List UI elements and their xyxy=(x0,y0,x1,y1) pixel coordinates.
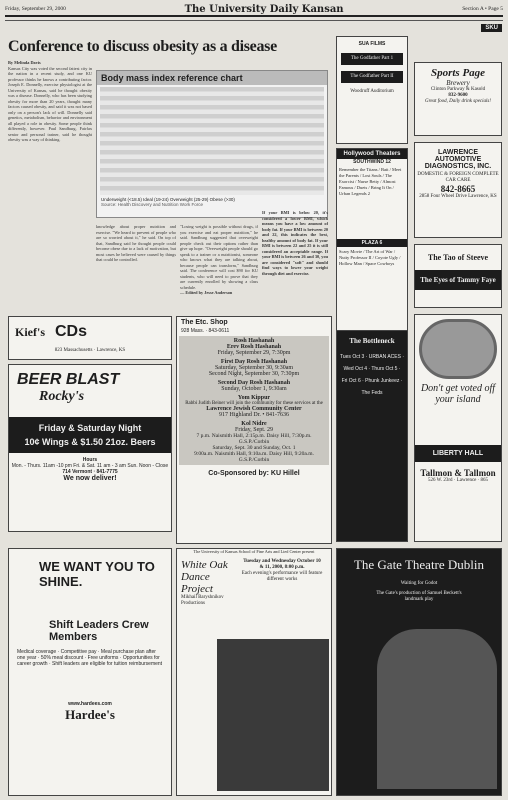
hillel-line: Second Day Rosh Hashanah xyxy=(217,380,291,386)
hillel-line: Kol Nidre xyxy=(241,421,267,427)
auto-phone: 842-8665 xyxy=(440,184,476,194)
rockys-ad[interactable] xyxy=(8,364,172,532)
etc-shop-title: The Etc. Shop xyxy=(181,319,228,326)
hillel-line: 9:00a.m. Naismith Hall, 9:10a.m. Daisy Hill, 9:20a.m. G.S.P./Corbin xyxy=(194,451,314,463)
article-body-right xyxy=(180,224,258,308)
hillel-line: Erev Rosh Hashanah xyxy=(226,344,282,350)
hillel-line: 7 p.m. Naismith Hall, 2:15p.m. Daisy Hill, 7:30p.m. G.S.P./Corbin xyxy=(196,433,312,445)
rockys-address: 714 Vermont · 841-7775 xyxy=(62,469,118,475)
rockys-name: Rocky's xyxy=(39,389,85,404)
chart-title: Body mass index reference chart xyxy=(97,71,327,85)
actor-photo xyxy=(377,629,497,789)
white-oak-dates: Tuesday and Wednesday October 10 & 11, 2000, 8:00 p.m. xyxy=(243,559,321,570)
hardees-sub: Shift Leaders Crew Members xyxy=(49,619,149,643)
rockys-cta: We now deliver! xyxy=(63,475,117,482)
hillel-line: Saturday, Sept. 30 and Sunday, Oct. 1 xyxy=(212,445,296,451)
hollywood-theaters-ad[interactable] xyxy=(336,148,408,332)
gate-info: The Gate's production of Samuel Beckett's landmark play xyxy=(376,591,462,602)
liberty-title: LIBERTY HALL xyxy=(415,445,501,462)
rockys-hours-title: Hours xyxy=(82,457,98,463)
chart-legend: Underweight (<18.5) Ideal (19-24) Overweight (25-29) Obese (>30) xyxy=(101,197,235,202)
bottleneck-title: The Bottleneck xyxy=(349,337,395,345)
liberty-tag1: Don't get voted off xyxy=(420,383,496,394)
bmi-sidenote: If your BMI is below 20, it's considered a lower BMI, which means you have a low amount of body fat. If your BMI is between 20 and 22, this indicates the best, healthy amount of body fat. If your BMI is between 22 and 25 it is still considered an acceptable range. If your BMI is between 26 and 30, you are considered "soft" and should find ways to lower your weight through diet and exercise. xyxy=(262,210,328,276)
sports-page-subtitle: Brewery xyxy=(446,79,470,87)
gate-theatre-ad[interactable] xyxy=(336,548,502,796)
hardees-ad[interactable] xyxy=(8,548,172,796)
bmi-chart xyxy=(96,70,328,218)
rockys-deal: 10¢ Wings & $1.50 21oz. Beers xyxy=(9,435,171,453)
hardees-title: WE WANT YOU TO SHINE. xyxy=(39,559,155,589)
hillel-line: Sunday, October 1, 9:30am xyxy=(221,386,287,392)
plaza-showtimes: Scary Movie / The Art of War / Nutty Professor II / Coyote Ugly / Hollow Man / Space Cowboys xyxy=(339,249,401,266)
tao-title: The Tao of Steeve xyxy=(427,253,489,262)
white-oak-ad[interactable] xyxy=(176,548,332,796)
sports-page-location: Clinton Parkway & Kasold xyxy=(430,87,486,92)
auto-title: LAWRENCE AUTOMOTIVE DIAGNOSTICS, INC. xyxy=(424,149,492,170)
white-oak-name: White Oak Dance Project xyxy=(181,559,228,595)
sua-info: Woodruff Auditorium xyxy=(350,89,394,94)
white-oak-people: Mikhail Baryshnikov Productions xyxy=(181,595,224,606)
rockys-hours: Mon. - Thurs. 11am -10 pm Fri. & Sat. 11 am - 3 am Sun. Noon - Close xyxy=(11,463,169,469)
sua-title: SUA FILMS xyxy=(358,41,386,47)
plaza-title: PLAZA 6 xyxy=(337,239,407,247)
kiefs-address: 823 Massachusetts · Lawrence, KS xyxy=(54,348,126,353)
beer-blast-title: BEER BLAST xyxy=(17,371,120,388)
dancer-photo xyxy=(217,639,329,791)
white-oak-header: The University of Kansas School of Fine Arts and Lied Center present xyxy=(193,549,315,554)
hillel-line: Saturday, September 30, 9:30am xyxy=(214,365,294,371)
hillel-line: Second Night, September 30, 7:30pm xyxy=(208,371,300,377)
article-headline: Conference to discuss obesity as a disease xyxy=(8,38,277,55)
hillel-line: First Day Rosh Hashanah xyxy=(220,359,288,365)
showtimes: Remember the Titans / Bait / Meet the Parents / Lost Souls / The Exorcist / Nurse Betty / Almost Famous / Duets / Bring It On / Urban Legends 2 xyxy=(339,167,402,196)
byline: By Melinda Davis xyxy=(8,60,41,65)
hillel-line: 917 Highland Dr. • 841-7636 xyxy=(219,412,289,418)
sua-movie2: The Godfather Part II xyxy=(341,71,403,83)
white-oak-blurb: Each evening's performance will feature different works xyxy=(241,571,323,582)
editor-credit: — Edited by Jesse Anderson xyxy=(180,290,233,295)
page-header xyxy=(5,3,503,17)
auto-sub: DOMESTIC & FOREIGN COMPLETE CAR CARE xyxy=(417,172,499,183)
ring-icon xyxy=(419,319,497,379)
sports-page-tagline: Great food, Daily drink specials! xyxy=(424,99,492,104)
hillel-ad[interactable] xyxy=(176,316,332,544)
issue-date: Friday, September 29, 2000 xyxy=(5,6,66,12)
ku-logo: SKU xyxy=(414,24,502,34)
bottleneck-bands: Tues Oct 3 · URBAN ACES · Wed Oct 4 · Thurs Oct 5 · Fri Oct 6 · Phunk Junkeez · The Feds xyxy=(340,354,404,396)
sua-films-ad[interactable] xyxy=(336,36,408,144)
hardees-brand: Hardee's xyxy=(65,707,115,722)
sports-page-title: Sports Page xyxy=(430,67,486,79)
chart-source: Source: Health Discovery and Nutrition Work Force xyxy=(101,202,203,207)
sua-movie: The Godfather Part 1 xyxy=(341,53,403,65)
theater-name: SOUTHWIND 12 xyxy=(353,159,391,165)
section-label: Section A • Page 5 xyxy=(462,6,503,12)
hollywood-title: Hollywood Theaters xyxy=(337,149,407,159)
hillel-line: Rabbi Judith Beiner will join the community for these services at the xyxy=(185,401,323,406)
hillel-line: Rosh Hashanah xyxy=(233,338,275,344)
article-paragraph: Kansas City was voted the second fattest city in the nation in a recent study, and one KU professor thinks he knows a contributing factor. Joseph E. Donnelly, exercise physiologist at the University of Kansas, said he thought obesity was a disease. Donnelly, who has been studying obesity for more than 20 years, thought many factors caused obesity, and said it was not based only on a person's lack of will. Donnelly said genetics, metabolism, behavior and environment all played a role in obesity. Some people think differently, however. Paul Sandburg, Fairfax senior and personal trainer, said he thought obesity was a way of thinking. xyxy=(8,65,92,142)
tao-main: The Eyes of Tammy Faye xyxy=(415,270,501,290)
kiefs-sub: CDs xyxy=(55,323,88,340)
sports-page-phone: 832-9600 xyxy=(448,93,468,98)
auto-address: 2858 Four Wheel Drive Lawrence, KS xyxy=(419,194,497,199)
sports-page-ad[interactable] xyxy=(414,62,502,136)
article-body-mid: knowledge about proper nutrition and exercise. "We heard to prevent of people who are so worried about it," he said. On top of that, Sandburg said he thought people could become obese due to a lack of motivation, but most cases he believed were caused by things that could be controlled. xyxy=(96,224,176,262)
lawrence-automotive-ad[interactable] xyxy=(414,142,502,238)
hardees-url: www.hardees.com xyxy=(68,701,112,707)
liberty-hall-ad[interactable] xyxy=(414,314,502,542)
hillel-schedule xyxy=(179,336,329,465)
liberty-tag2: your island xyxy=(435,394,481,405)
kiefs-title: Kief's xyxy=(15,325,45,339)
etc-shop-phone: 928 Mass. · 843-0611 xyxy=(181,328,230,334)
kiefs-ad[interactable] xyxy=(8,316,172,360)
chart-grid xyxy=(100,87,324,195)
masthead: The University Daily Kansan xyxy=(184,3,344,15)
article-body-left xyxy=(8,60,92,330)
tao-of-steeve-ad[interactable] xyxy=(414,244,502,308)
hillel-line: Yom Kippur xyxy=(237,395,271,401)
liberty-address: 526 W. 23rd · Lawrence · 865 xyxy=(427,478,489,483)
hillel-sponsor: Co-Sponsored by: KU Hillel xyxy=(208,470,300,477)
hillel-line: Friday, September 29, 7:30pm xyxy=(217,350,291,356)
hillel-line: Friday, Sept. 29 xyxy=(235,427,273,433)
hillel-line: Lawrence Jewish Community Center xyxy=(206,406,302,412)
hardees-perks: Medical coverage · Competitive pay · Meal purchase plan after one year · 50% meal discount · Free uniforms · Opportunities for career growth · Shift leaders are eligible for tuition reimbursement xyxy=(17,649,163,667)
divider xyxy=(5,20,503,21)
rockys-night: Friday & Saturday Night xyxy=(9,417,171,435)
gate-play: Waiting for Godot xyxy=(400,581,438,586)
article-paragraph: "Losing weight is possible without drugs, if you exercise and eat proper nutrition," he said. Sandburg suggested that overweight people check out their options rather than give up hope. "Overweight people should go speak to a trainer or a nutritionist, someone who knows what they are talking about, because people can transform," Sandburg said. The conference will cost $90 for KU students, who will need to prove that they are currently enrolled by showing a class schedule. xyxy=(180,224,258,290)
liberty-brand: Tallmon & Tallmon xyxy=(420,468,496,478)
gate-title: The Gate Theatre Dublin xyxy=(353,557,485,572)
bottleneck-ad[interactable] xyxy=(336,330,408,542)
